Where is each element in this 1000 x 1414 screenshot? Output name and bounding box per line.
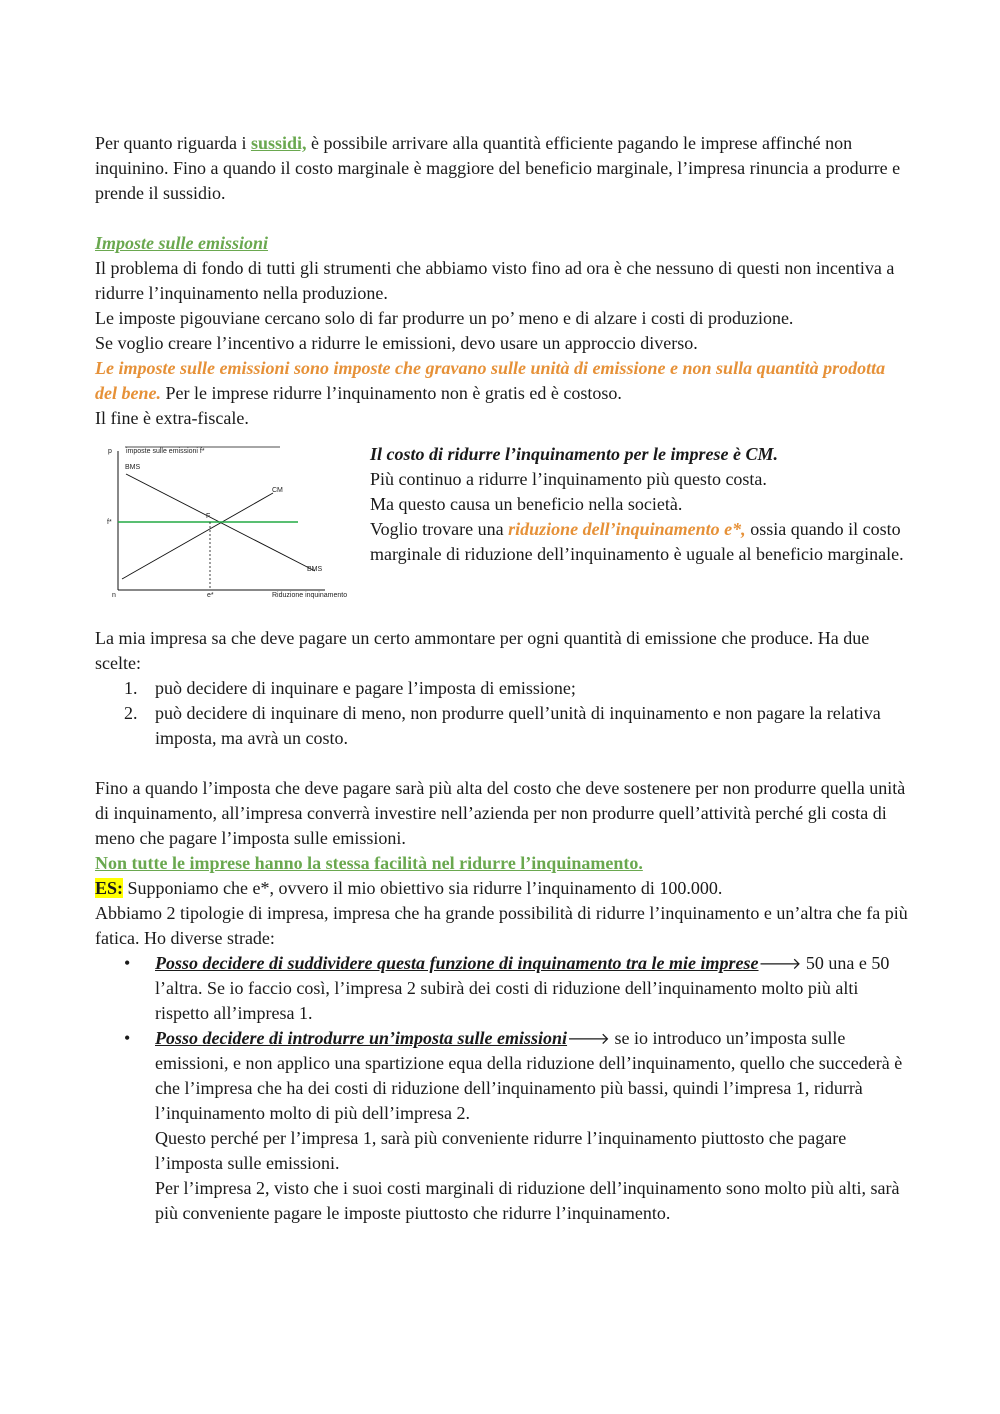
- example-line: [95, 876, 910, 901]
- caption-l4-highlight: riduzione dell’inquinamento e*,: [508, 519, 746, 539]
- conclusione-p1: Fino a quando l’imposta che deve pagare sarà più alta del costo che deve sostenere per non produrre quella unità di inquinamento, all’impresa converrà investire nell’azienda per non produrre quell’attività perché gli costa di meno che pagare l’imposta sulle emissioni.: [95, 778, 906, 848]
- point-f-label: F: [206, 513, 211, 520]
- caption-lead: Il costo di ridurre l’inquinamento per le imprese è CM.: [370, 444, 779, 464]
- origin-label: n: [112, 592, 116, 599]
- imposte-definition: [95, 356, 910, 406]
- green-statement: Non tutte le imprese hanno la stessa facilità nel ridurre l’inquinamento.: [95, 853, 643, 873]
- f-star-label: f*: [107, 519, 112, 526]
- bms-top-label: BMS: [125, 464, 141, 471]
- list-item-text: può decidere di inquinare di meno, non produrre quell’unità di inquinamento e non pagare la relativa imposta, ma avrà un costo.: [155, 703, 881, 748]
- arrow-right-icon: 🡒: [758, 954, 802, 973]
- x-axis-label: Riduzione inquinamento: [272, 592, 348, 599]
- list-number: 1.: [124, 678, 138, 698]
- sussidi-pre: Per quanto riguarda i: [95, 133, 251, 153]
- figure-caption: [370, 442, 910, 567]
- definition-rest: Per le imprese ridurre l’inquinamento non è gratis ed è costoso.: [160, 383, 622, 403]
- strada-extra-1: Questo perché per l’impresa 1, sarà più conveniente ridurre l’inquinamento piuttosto che pagare l’imposta sulle emissioni.: [155, 1128, 847, 1173]
- scelte-intro: La mia impresa sa che deve pagare un certo ammontare per ogni quantità di emissione che produce. Ha due scelte:: [95, 628, 870, 673]
- caption-l4-post: ossia quando il costo marginale di riduzione dell’inquinamento è uguale al beneficio marginale.: [370, 519, 904, 564]
- list-item: [95, 951, 910, 1026]
- emission-tax-graph: [100, 441, 355, 601]
- caption-l4-pre: Voglio trovare una: [370, 519, 509, 539]
- list-item: [95, 701, 910, 751]
- list-number: 2.: [124, 703, 138, 723]
- y-axis-label: p: [108, 448, 112, 455]
- imposte-p3: Se voglio creare l’incentivo a ridurre le emissioni, devo usare un approccio diverso.: [95, 333, 698, 353]
- arrow-right-icon: 🡒: [567, 1029, 610, 1048]
- es-label: ES:: [95, 878, 124, 898]
- strada-text: se io introduco un’imposta sulle emissioni, e non applico una spartizione equa della riduzione dell’inquinamento, quello che succederà è che l’impresa che ha dei costi di riduzione dell’inquinamento più bassi, quindi l’impresa 1, ridurrà l’inquinamento molto di più dell’impresa 2.: [155, 1028, 903, 1123]
- spacer: [95, 751, 910, 776]
- caption-line-2: Più continuo a ridurre l’inquinamento più questo costa.: [370, 469, 767, 489]
- definition-highlight: Le imposte sulle emissioni sono imposte che gravano sulle unità di emissione e non sulla quantità prodotta del bene.: [95, 358, 886, 403]
- list-item: [95, 676, 910, 701]
- imposte-p4: Il fine è extra-fiscale.: [95, 408, 249, 428]
- document-body: [95, 131, 910, 1226]
- imposte-p2: Le imposte pigouviane cercano solo di far produrre un po’ meno e di alzare i costi di produzione.: [95, 308, 794, 328]
- caption-line-4: [370, 517, 910, 567]
- bullet-icon: •: [124, 953, 131, 973]
- bms-bottom-label: BMS: [307, 566, 323, 573]
- cm-curve: [122, 493, 273, 579]
- imposte-heading: Imposte sulle emissioni: [95, 233, 269, 253]
- caption-line-3: Ma questo causa un beneficio nella società.: [370, 494, 683, 514]
- strade-list: [95, 951, 910, 1226]
- graph-title: imposte sulle emissioni f*: [126, 448, 205, 455]
- sussidi-highlight: sussidi,: [250, 133, 307, 153]
- sussidi-post: è possibile arrivare alla quantità efficiente pagando le imprese affinché non inquinino. Fino a quando il costo marginale è maggiore del beneficio marginale, l’impresa rinuncia a produrre e prende il sussidio.: [95, 133, 901, 203]
- list-item-text: può decidere di inquinare e pagare l’imposta di emissione;: [155, 678, 576, 698]
- strada-title: Posso decidere di introdurre un’imposta sulle emissioni: [155, 1028, 568, 1048]
- sussidi-paragraph: [95, 131, 910, 206]
- strada-extra-2: Per l’impresa 2, visto che i suoi costi marginali di riduzione dell’inquinamento sono molto più alti, sarà più conveniente pagare le imposte piuttosto che ridurre l’inquinamento.: [155, 1178, 900, 1223]
- e-star-label: e*: [207, 592, 214, 599]
- figure-row: [95, 441, 910, 611]
- strada-title: Posso decidere di suddividere questa funzione di inquinamento tra le mie imprese: [155, 953, 759, 973]
- spacer: [95, 206, 910, 231]
- cm-label: CM: [272, 487, 283, 494]
- strada-text: 50 una e 50 l’altra. Se io faccio così, l’impresa 2 subirà dei costi di riduzione dell’inquinamento molto più alti rispetto all’impresa 1.: [155, 953, 890, 1023]
- es-text: Supponiamo che e*, ovvero il mio obiettivo sia ridurre l’inquinamento di 100.000.: [123, 878, 723, 898]
- choices-list: [95, 676, 910, 751]
- bullet-icon: •: [124, 1028, 131, 1048]
- list-item: [95, 1026, 910, 1226]
- imposte-p1: Il problema di fondo di tutti gli strumenti che abbiamo visto fino ad ora è che nessuno di questi non incentiva a ridurre l’inquinamento nella produzione.: [95, 258, 895, 303]
- conclusione-green-line: [95, 851, 910, 876]
- section-heading: [95, 231, 910, 256]
- conclusione-p2: Abbiamo 2 tipologie di impresa, impresa che ha grande possibilità di ridurre l’inquinamento e un’altra che fa più fatica. Ho diverse strade:: [95, 903, 908, 948]
